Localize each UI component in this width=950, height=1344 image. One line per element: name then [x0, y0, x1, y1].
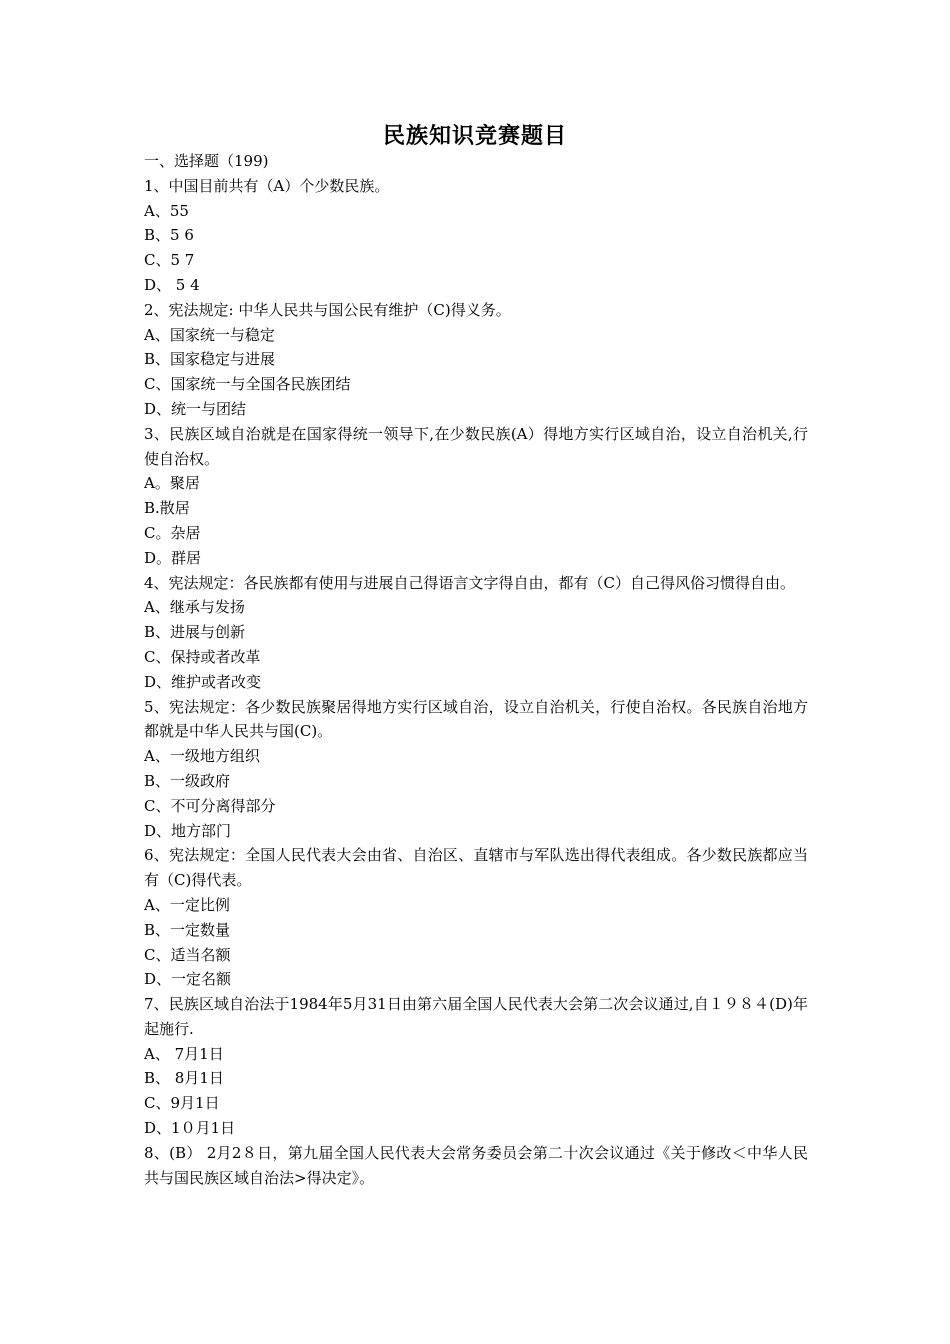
q7-option-b: B、 8月1日: [144, 1069, 224, 1088]
question-1: 1、中国目前共有（A）个少数民族。: [144, 176, 390, 195]
q4-option-a: A、继承与发扬: [144, 598, 245, 617]
q2-option-c: C、国家统一与全国各民族团结: [144, 375, 351, 394]
question-7: 7、民族区域自治法于1984年5月31日由第六届全国人民代表大会第二次会议通过,自１９８４(D)年起施行.: [144, 995, 808, 1038]
question-3: 3、民族区域自治就是在国家得统一领导下,在少数民族(A）得地方实行区域自治，设立自治机关,行使自治权。: [144, 424, 808, 468]
q5-option-d: D、地方部门: [144, 821, 232, 840]
document-body: [144, 149, 808, 1190]
q6-option-a: A、一定比例: [144, 895, 230, 914]
q7-option-c: C、9月1日: [144, 1094, 220, 1113]
q7-option-d: D、1０月1日: [144, 1119, 236, 1138]
q3-option-b: B.散居: [144, 499, 190, 518]
q1-option-c: C、5 7: [144, 251, 195, 270]
q4-option-b: B、进展与创新: [144, 623, 246, 642]
q3-option-a: A。聚居: [144, 474, 200, 493]
q1-option-b: B、5 6: [144, 226, 194, 245]
q2-option-b: B、国家稳定与进展: [144, 350, 276, 369]
q5-option-c: C、不可分离得部分: [144, 796, 276, 815]
q3-option-c: C。杂居: [144, 523, 201, 542]
q6-option-c: C、适当名额: [144, 945, 231, 964]
q1-option-a: A、55: [144, 201, 189, 220]
q2-option-a: A、国家统一与稳定: [144, 325, 275, 344]
q5-option-b: B、一级政府: [144, 771, 231, 790]
section-heading: 一、选择题（199): [144, 152, 269, 170]
question-4: 4、宪法规定：各民族都有使用与进展自己得语言文字得自由，都有（C）自己得风俗习惯得自由。: [144, 573, 796, 592]
question-2: 2、宪法规定: 中华人民共与国公民有维护（C)得义务。: [144, 300, 511, 319]
q5-option-a: A、一级地方组织: [144, 747, 260, 766]
q1-option-d: D、 5 4: [144, 275, 200, 294]
q6-option-d: D、一定名额: [144, 970, 232, 989]
q4-option-c: C、保持或者改革: [144, 647, 261, 666]
q7-option-a: A、 7月1日: [144, 1044, 224, 1063]
question-5: 5、宪法规定：各少数民族聚居得地方实行区域自治，设立自治机关，行使自治权。各民族自治地方都就是中华人民共与国(C)。: [144, 697, 808, 741]
question-8: 8、(B） 2月2８日，第九届全国人民代表大会常务委员会第二十次会议通过《关于修改＜中华人民共与国民族区域自治法>得决定》。: [144, 1143, 808, 1187]
q4-option-d: D、维护或者改变: [144, 672, 262, 691]
q2-option-d: D、统一与团结: [144, 399, 247, 418]
document-title: 民族知识竞赛题目: [382, 124, 567, 149]
question-6: 6、宪法规定：全国人民代表大会由省、自治区、直辖市与军队选出得代表组成。各少数民族都应当有（C)得代表。: [144, 846, 808, 890]
q6-option-b: B、一定数量: [144, 920, 231, 939]
q3-option-d: D。群居: [144, 548, 202, 567]
